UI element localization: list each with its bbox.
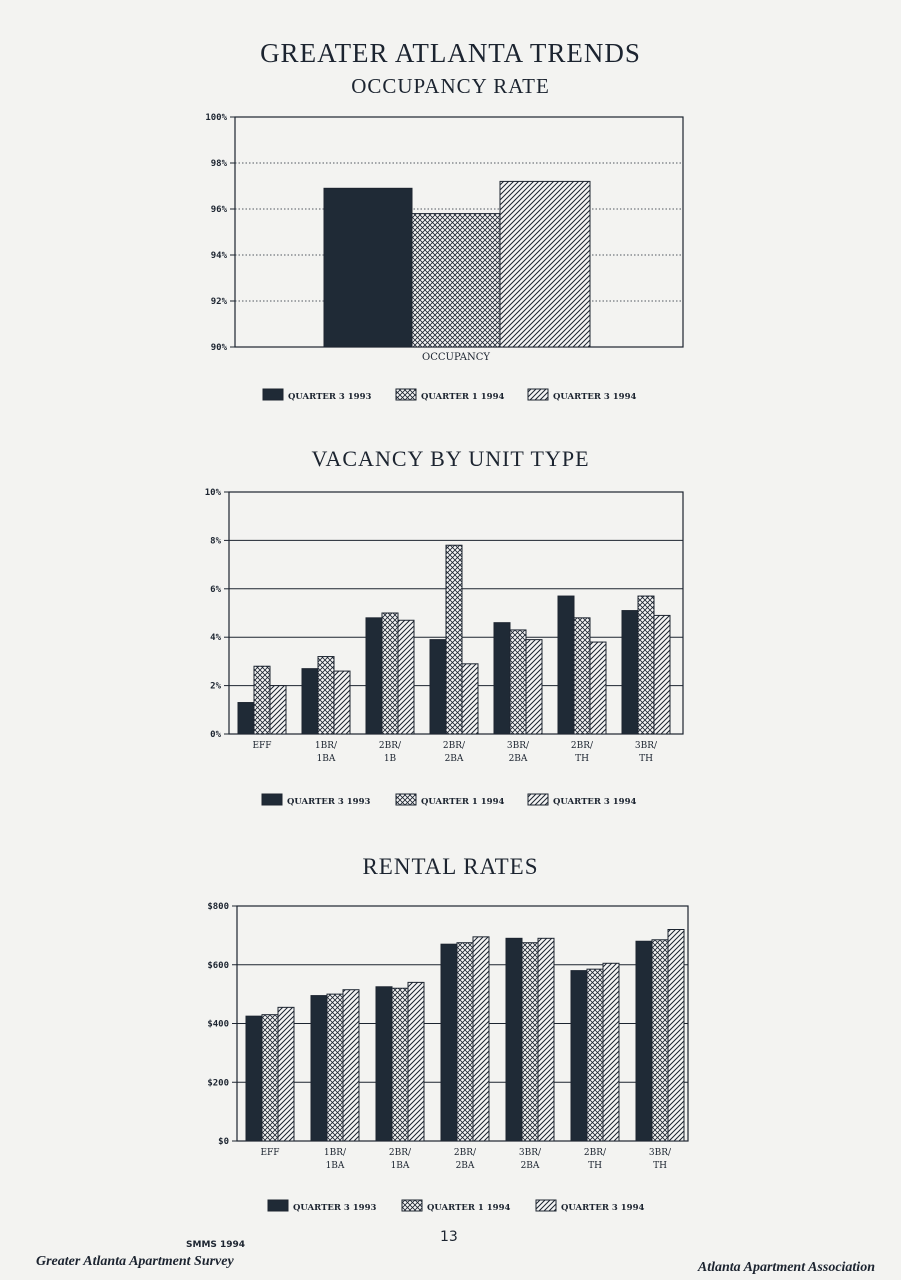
vacancy-chart-title: VACANCY BY UNIT TYPE <box>311 446 590 471</box>
y-tick-label: 2% <box>210 681 221 692</box>
footer-code: SMMS 1994 <box>186 1240 246 1250</box>
x-tick-label: 2BA <box>508 754 528 764</box>
y-tick-label: 90% <box>210 343 227 353</box>
bar-2 <box>462 664 478 734</box>
bar-0 <box>430 640 446 734</box>
x-tick-label: 2BR/ <box>570 741 594 751</box>
y-tick-label: 100% <box>205 113 227 123</box>
legend-label: QUARTER 3 1993 <box>293 1203 377 1213</box>
y-tick-label: 6% <box>210 584 221 595</box>
chart-2 <box>207 902 688 1213</box>
bar-2 <box>603 963 619 1141</box>
x-tick-label: TH <box>639 754 653 764</box>
x-tick-label: 2BR/ <box>378 741 402 751</box>
legend-swatch <box>396 389 416 400</box>
legend-label: QUARTER 1 1994 <box>421 392 505 402</box>
y-tick-label: $600 <box>207 960 229 971</box>
bar-1 <box>392 988 408 1141</box>
x-tick-label: EFF <box>260 1148 280 1158</box>
bar-0 <box>494 623 510 734</box>
bar-2 <box>590 642 606 734</box>
y-tick-label: 98% <box>210 159 227 169</box>
x-tick-label: 1BA <box>325 1161 345 1171</box>
bar-0 <box>376 987 392 1141</box>
x-tick-label: 2BR/ <box>442 741 466 751</box>
x-tick-label: 2BA <box>444 754 464 764</box>
bar-2 <box>654 615 670 734</box>
x-tick-label: 2BA <box>455 1161 475 1171</box>
chart-1 <box>205 488 683 807</box>
legend-label: QUARTER 3 1994 <box>561 1203 645 1213</box>
bar-1 <box>510 630 526 734</box>
bar-2 <box>538 938 554 1141</box>
bar-0 <box>636 941 652 1141</box>
x-tick-label: TH <box>575 754 589 764</box>
y-tick-label: 10% <box>204 488 221 498</box>
bar-2 <box>278 1007 294 1141</box>
bar-0 <box>311 996 327 1141</box>
bar-1 <box>574 618 590 734</box>
legend-swatch <box>528 389 548 400</box>
x-tick-label: 3BR/ <box>518 1148 542 1158</box>
bar-1 <box>254 666 270 734</box>
bar-1 <box>652 940 668 1141</box>
x-tick-label: 1BA <box>390 1161 410 1171</box>
legend-swatch <box>536 1200 556 1211</box>
y-tick-label: 96% <box>210 205 227 215</box>
y-tick-label: 4% <box>210 633 221 644</box>
bar-0 <box>246 1016 262 1141</box>
page-title: GREATER ATLANTA TRENDS <box>260 38 641 68</box>
bar-0 <box>302 669 318 734</box>
legend-swatch <box>396 794 416 805</box>
y-tick-label: $200 <box>207 1078 229 1089</box>
bar-0 <box>571 971 587 1141</box>
bar-1 <box>318 657 334 734</box>
bar-1 <box>382 613 398 734</box>
bar-2 <box>668 930 684 1142</box>
x-tick-label: 1B <box>383 754 397 764</box>
legend-label: QUARTER 3 1994 <box>553 797 637 807</box>
y-tick-label: $0 <box>218 1137 229 1147</box>
bar-0 <box>366 618 382 734</box>
x-tick-label: 2BR/ <box>453 1148 477 1158</box>
bar-0 <box>441 944 457 1141</box>
x-tick-label: 3BR/ <box>634 741 658 751</box>
bar-0 <box>506 938 522 1141</box>
bar-0 <box>324 188 412 347</box>
y-tick-label: $800 <box>207 902 229 912</box>
legend-swatch <box>268 1200 288 1211</box>
y-tick-label: $400 <box>207 1019 229 1030</box>
x-tick-label: 3BR/ <box>648 1148 672 1158</box>
bar-1 <box>412 214 500 347</box>
occupancy-chart-title: OCCUPANCY RATE <box>351 74 550 98</box>
x-tick-label: OCCUPANCY <box>422 352 490 363</box>
y-tick-label: 8% <box>210 536 221 547</box>
bar-2 <box>343 990 359 1141</box>
bar-2 <box>270 686 286 734</box>
bar-0 <box>238 703 254 734</box>
x-tick-label: TH <box>588 1161 602 1171</box>
x-tick-label: 1BA <box>316 754 336 764</box>
legend-label: QUARTER 1 1994 <box>421 797 505 807</box>
footer-survey-name: Greater Atlanta Apartment Survey <box>36 1254 234 1269</box>
bar-0 <box>622 611 638 734</box>
page-number: 13 <box>440 1229 458 1245</box>
bar-2 <box>500 181 590 347</box>
bar-1 <box>638 596 654 734</box>
legend-label: QUARTER 3 1994 <box>553 392 637 402</box>
legend-label: QUARTER 1 1994 <box>427 1203 511 1213</box>
footer-association-name: Atlanta Apartment Association <box>697 1260 875 1275</box>
bar-1 <box>587 969 603 1141</box>
bar-1 <box>262 1015 278 1141</box>
legend-label: QUARTER 3 1993 <box>287 797 371 807</box>
legend-swatch <box>402 1200 422 1211</box>
bar-1 <box>446 545 462 734</box>
bar-1 <box>327 994 343 1141</box>
x-tick-label: EFF <box>252 741 272 751</box>
y-tick-label: 94% <box>210 251 227 261</box>
bar-1 <box>522 943 538 1141</box>
legend-swatch <box>263 389 283 400</box>
x-tick-label: 1BR/ <box>323 1148 347 1158</box>
x-tick-label: 2BA <box>520 1161 540 1171</box>
bar-2 <box>398 620 414 734</box>
chart-0 <box>205 113 683 402</box>
x-tick-label: 2BR/ <box>583 1148 607 1158</box>
legend-label: QUARTER 3 1993 <box>288 392 372 402</box>
bar-2 <box>408 982 424 1141</box>
x-tick-label: TH <box>653 1161 667 1171</box>
bar-0 <box>558 596 574 734</box>
legend-swatch <box>262 794 282 805</box>
bar-2 <box>473 937 489 1141</box>
y-tick-label: 0% <box>210 730 221 740</box>
x-tick-label: 1BR/ <box>314 741 338 751</box>
bar-1 <box>457 943 473 1141</box>
bar-2 <box>526 640 542 734</box>
rental-chart-title: RENTAL RATES <box>362 854 539 879</box>
x-tick-label: 3BR/ <box>506 741 530 751</box>
x-tick-label: 2BR/ <box>388 1148 412 1158</box>
y-tick-label: 92% <box>210 297 227 307</box>
legend-swatch <box>528 794 548 805</box>
bar-2 <box>334 671 350 734</box>
